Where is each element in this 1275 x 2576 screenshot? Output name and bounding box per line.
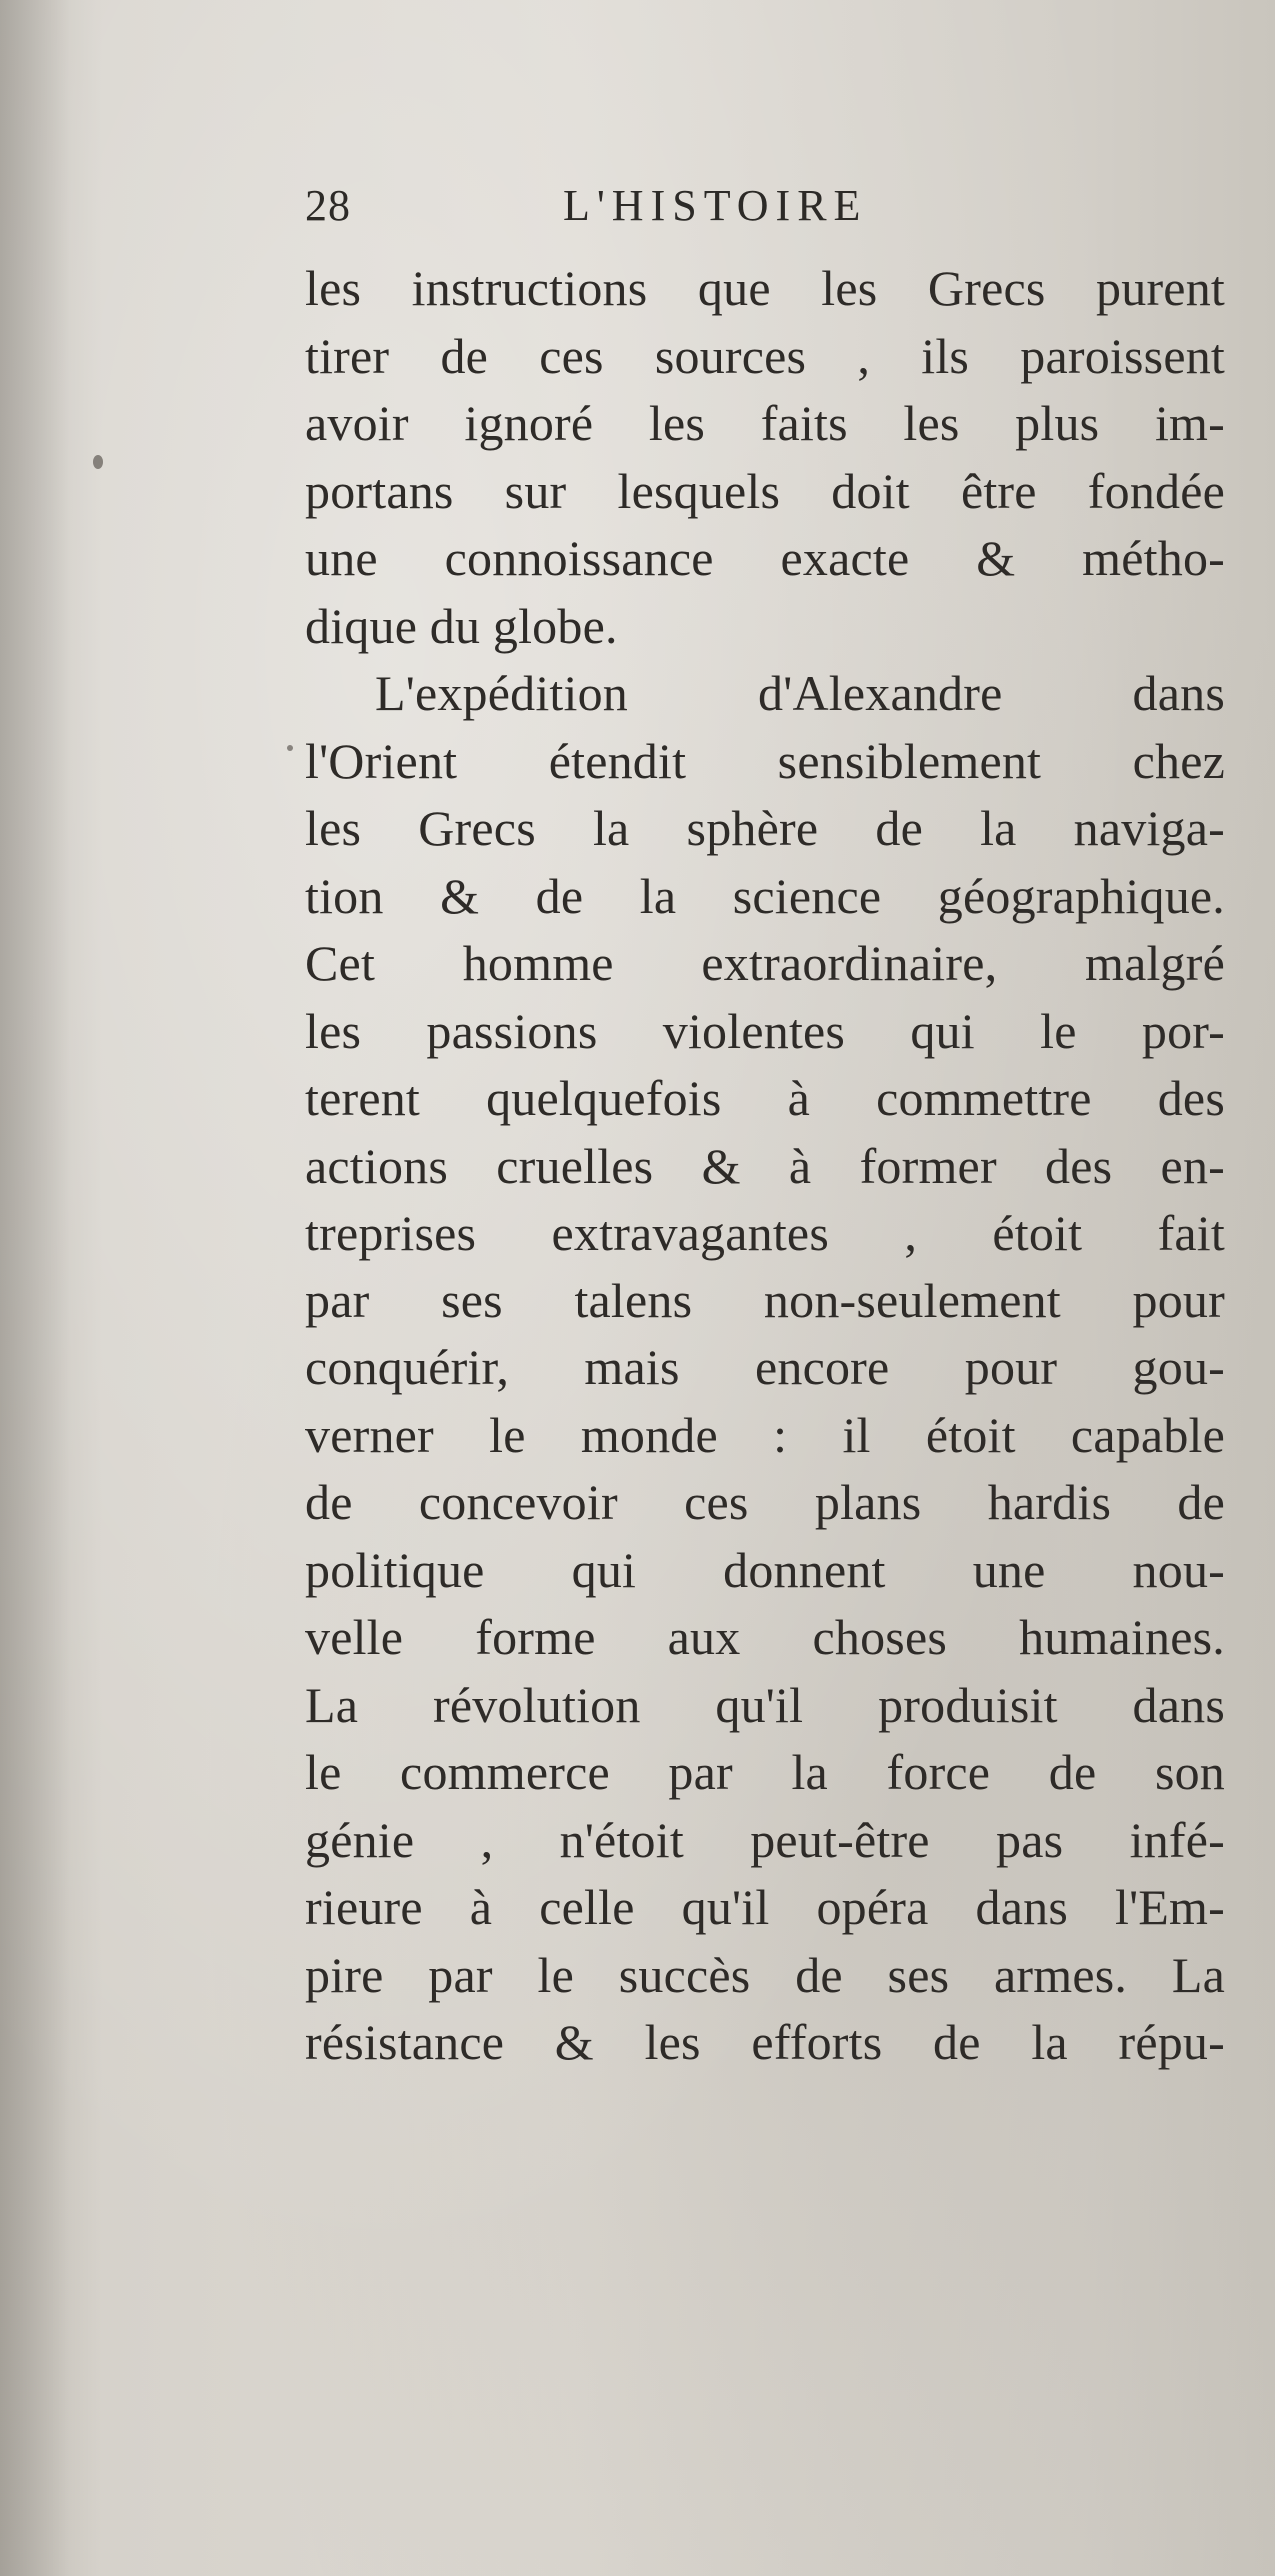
text-line: La révolution qu'il produisit dans <box>305 1676 1225 1733</box>
body-text <box>305 255 1225 2077</box>
text-line: actions cruelles & à former des en- <box>305 1137 1225 1194</box>
running-head: L'HISTOIRE <box>563 181 868 230</box>
page-header <box>305 180 1065 240</box>
text-line: Cet homme extraordinaire, malgré <box>305 935 1225 991</box>
text-line: l'Orient étendit sensiblement chez <box>305 732 1225 789</box>
text-line: les instructions que les Grecs purent <box>305 260 1225 316</box>
text-line: résistance & les efforts de la répu- <box>305 2014 1225 2070</box>
text-line: treprises extravagantes , étoit fait <box>305 1205 1225 1261</box>
text-line: dique du globe. <box>305 597 618 654</box>
text-line: le commerce par la force de son <box>305 1744 1225 1800</box>
text-line: les Grecs la sphère de la naviga- <box>305 800 1225 856</box>
text-line: une connoissance exacte & métho- <box>305 530 1225 586</box>
page-number: 28 <box>305 181 351 230</box>
text-line: velle forme aux choses humaines. <box>305 1609 1225 1665</box>
text-line: verner le monde : il étoit capable <box>305 1406 1225 1463</box>
text-line: tirer de ces sources , ils paroissent <box>305 327 1225 384</box>
text-line: rieure à celle qu'il opéra dans l'Em- <box>305 1879 1225 1935</box>
ink-smudge <box>93 455 103 469</box>
text-line: de concevoir ces plans hardis de <box>305 1474 1225 1530</box>
text-line: L'expédition d'Alexandre dans <box>375 665 1225 721</box>
ink-dot <box>287 745 293 751</box>
text-line: tion & de la science géographique. <box>305 867 1225 924</box>
text-line: terent quelquefois à commettre des <box>305 1070 1225 1126</box>
text-line: génie , n'étoit peut-être pas infé- <box>305 1811 1225 1868</box>
text-line: les passions violentes qui le por- <box>305 1002 1225 1059</box>
text-line: pire par le succès de ses armes. La <box>305 1946 1225 2003</box>
page-gutter-shadow <box>0 0 70 2576</box>
text-line: avoir ignoré les faits les plus im- <box>305 395 1225 451</box>
text-line: politique qui donnent une nou- <box>305 1541 1225 1598</box>
text-line: portans sur lesquels doit être fondée <box>305 462 1225 519</box>
text-line: par ses talens non-seulement pour <box>305 1272 1225 1328</box>
text-line: conquérir, mais encore pour gou- <box>305 1339 1225 1395</box>
